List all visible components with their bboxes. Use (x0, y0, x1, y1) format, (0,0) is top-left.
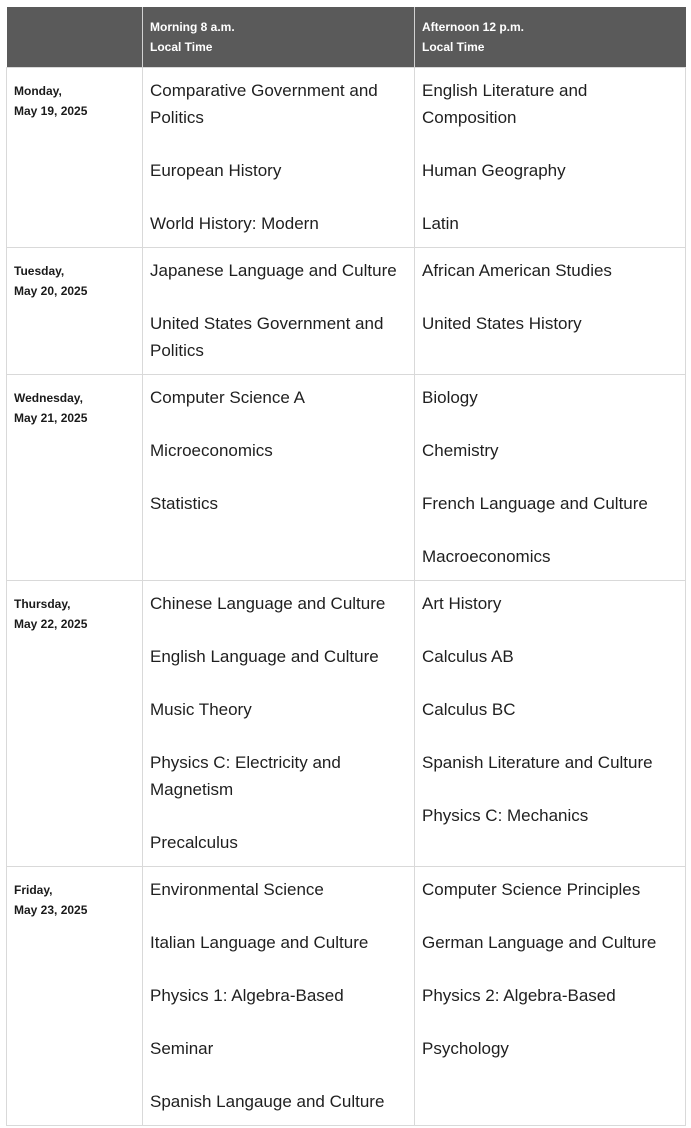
afternoon-subject-list (415, 375, 685, 580)
morning-subject-list (143, 375, 414, 527)
subject-item: French Language and Culture (422, 494, 648, 513)
afternoon-subject-list (415, 581, 685, 839)
subject-item: English Literature and Composition (422, 81, 588, 127)
subject-item: Italian Language and Culture (150, 933, 369, 952)
date-label: May 19, 2025 (14, 104, 88, 118)
subject-item: Microeconomics (150, 441, 273, 460)
morning-subject-list (143, 581, 414, 866)
header-afternoon (415, 7, 686, 68)
header-afternoon-zone: Local Time (422, 40, 485, 54)
schedule-row-wednesday (7, 375, 686, 581)
subject-item: Biology (422, 388, 478, 407)
morning-subject-list (143, 248, 414, 374)
subject-item: Spanish Literature and Culture (422, 753, 653, 772)
schedule-row-tuesday (7, 248, 686, 375)
afternoon-cell (415, 867, 686, 1126)
afternoon-cell (415, 68, 686, 248)
header-afternoon-time: Afternoon 12 p.m. (422, 20, 525, 34)
date-label: May 23, 2025 (14, 903, 88, 917)
header-morning (143, 7, 415, 68)
morning-cell (143, 68, 415, 248)
subject-item: Physics C: Electricity and Magnetism (150, 753, 341, 799)
subject-item: Latin (422, 214, 459, 233)
header-day-column (7, 7, 143, 68)
subject-item: Music Theory (150, 700, 252, 719)
day-cell (7, 867, 143, 1126)
subject-item: Physics 1: Algebra-Based (150, 986, 344, 1005)
afternoon-subject-list (415, 68, 685, 247)
subject-item: Precalculus (150, 833, 238, 852)
schedule-row-friday (7, 867, 686, 1126)
subject-item: Calculus AB (422, 647, 514, 666)
subject-item: African American Studies (422, 261, 612, 280)
morning-cell (143, 581, 415, 867)
weekday-label: Thursday, (14, 597, 71, 611)
morning-subject-list (143, 867, 414, 1125)
subject-item: Psychology (422, 1039, 509, 1058)
morning-cell (143, 867, 415, 1126)
day-cell (7, 375, 143, 581)
subject-item: Computer Science Principles (422, 880, 641, 899)
morning-subject-list (143, 68, 414, 247)
morning-cell (143, 248, 415, 375)
header-morning-time: Morning 8 a.m. (150, 20, 235, 34)
afternoon-cell (415, 248, 686, 375)
schedule-row-monday (7, 68, 686, 248)
date-label: May 21, 2025 (14, 411, 88, 425)
afternoon-subject-list (415, 248, 685, 347)
subject-item: Seminar (150, 1039, 214, 1058)
afternoon-cell (415, 375, 686, 581)
day-cell (7, 68, 143, 248)
subject-item: Human Geography (422, 161, 566, 180)
subject-item: Art History (422, 594, 502, 613)
subject-item: Calculus BC (422, 700, 516, 719)
subject-item: Spanish Langauge and Culture (150, 1092, 385, 1111)
subject-item: Macroeconomics (422, 547, 551, 566)
afternoon-subject-list (415, 867, 685, 1072)
subject-item: Statistics (150, 494, 219, 513)
exam-schedule-table (6, 7, 686, 1126)
header-morning-zone: Local Time (150, 40, 213, 54)
date-label: May 22, 2025 (14, 617, 88, 631)
subject-item: World History: Modern (150, 214, 319, 233)
day-cell (7, 581, 143, 867)
subject-item: Japanese Language and Culture (150, 261, 397, 280)
subject-item: Environmental Science (150, 880, 324, 899)
subject-item: United States History (422, 314, 582, 333)
subject-item: Physics C: Mechanics (422, 806, 589, 825)
header-row (7, 7, 686, 68)
subject-item: German Language and Culture (422, 933, 657, 952)
subject-item: Comparative Government and Politics (150, 81, 378, 127)
afternoon-cell (415, 581, 686, 867)
subject-item: Chemistry (422, 441, 499, 460)
weekday-label: Friday, (14, 883, 53, 897)
day-cell (7, 248, 143, 375)
weekday-label: Wednesday, (14, 391, 83, 405)
subject-item: English Language and Culture (150, 647, 379, 666)
subject-item: European History (150, 161, 282, 180)
subject-item: United States Government and Politics (150, 314, 384, 360)
weekday-label: Monday, (14, 84, 62, 98)
schedule-row-thursday (7, 581, 686, 867)
date-label: May 20, 2025 (14, 284, 88, 298)
subject-item: Computer Science A (150, 388, 305, 407)
weekday-label: Tuesday, (14, 264, 65, 278)
subject-item: Physics 2: Algebra-Based (422, 986, 616, 1005)
subject-item: Chinese Language and Culture (150, 594, 386, 613)
morning-cell (143, 375, 415, 581)
